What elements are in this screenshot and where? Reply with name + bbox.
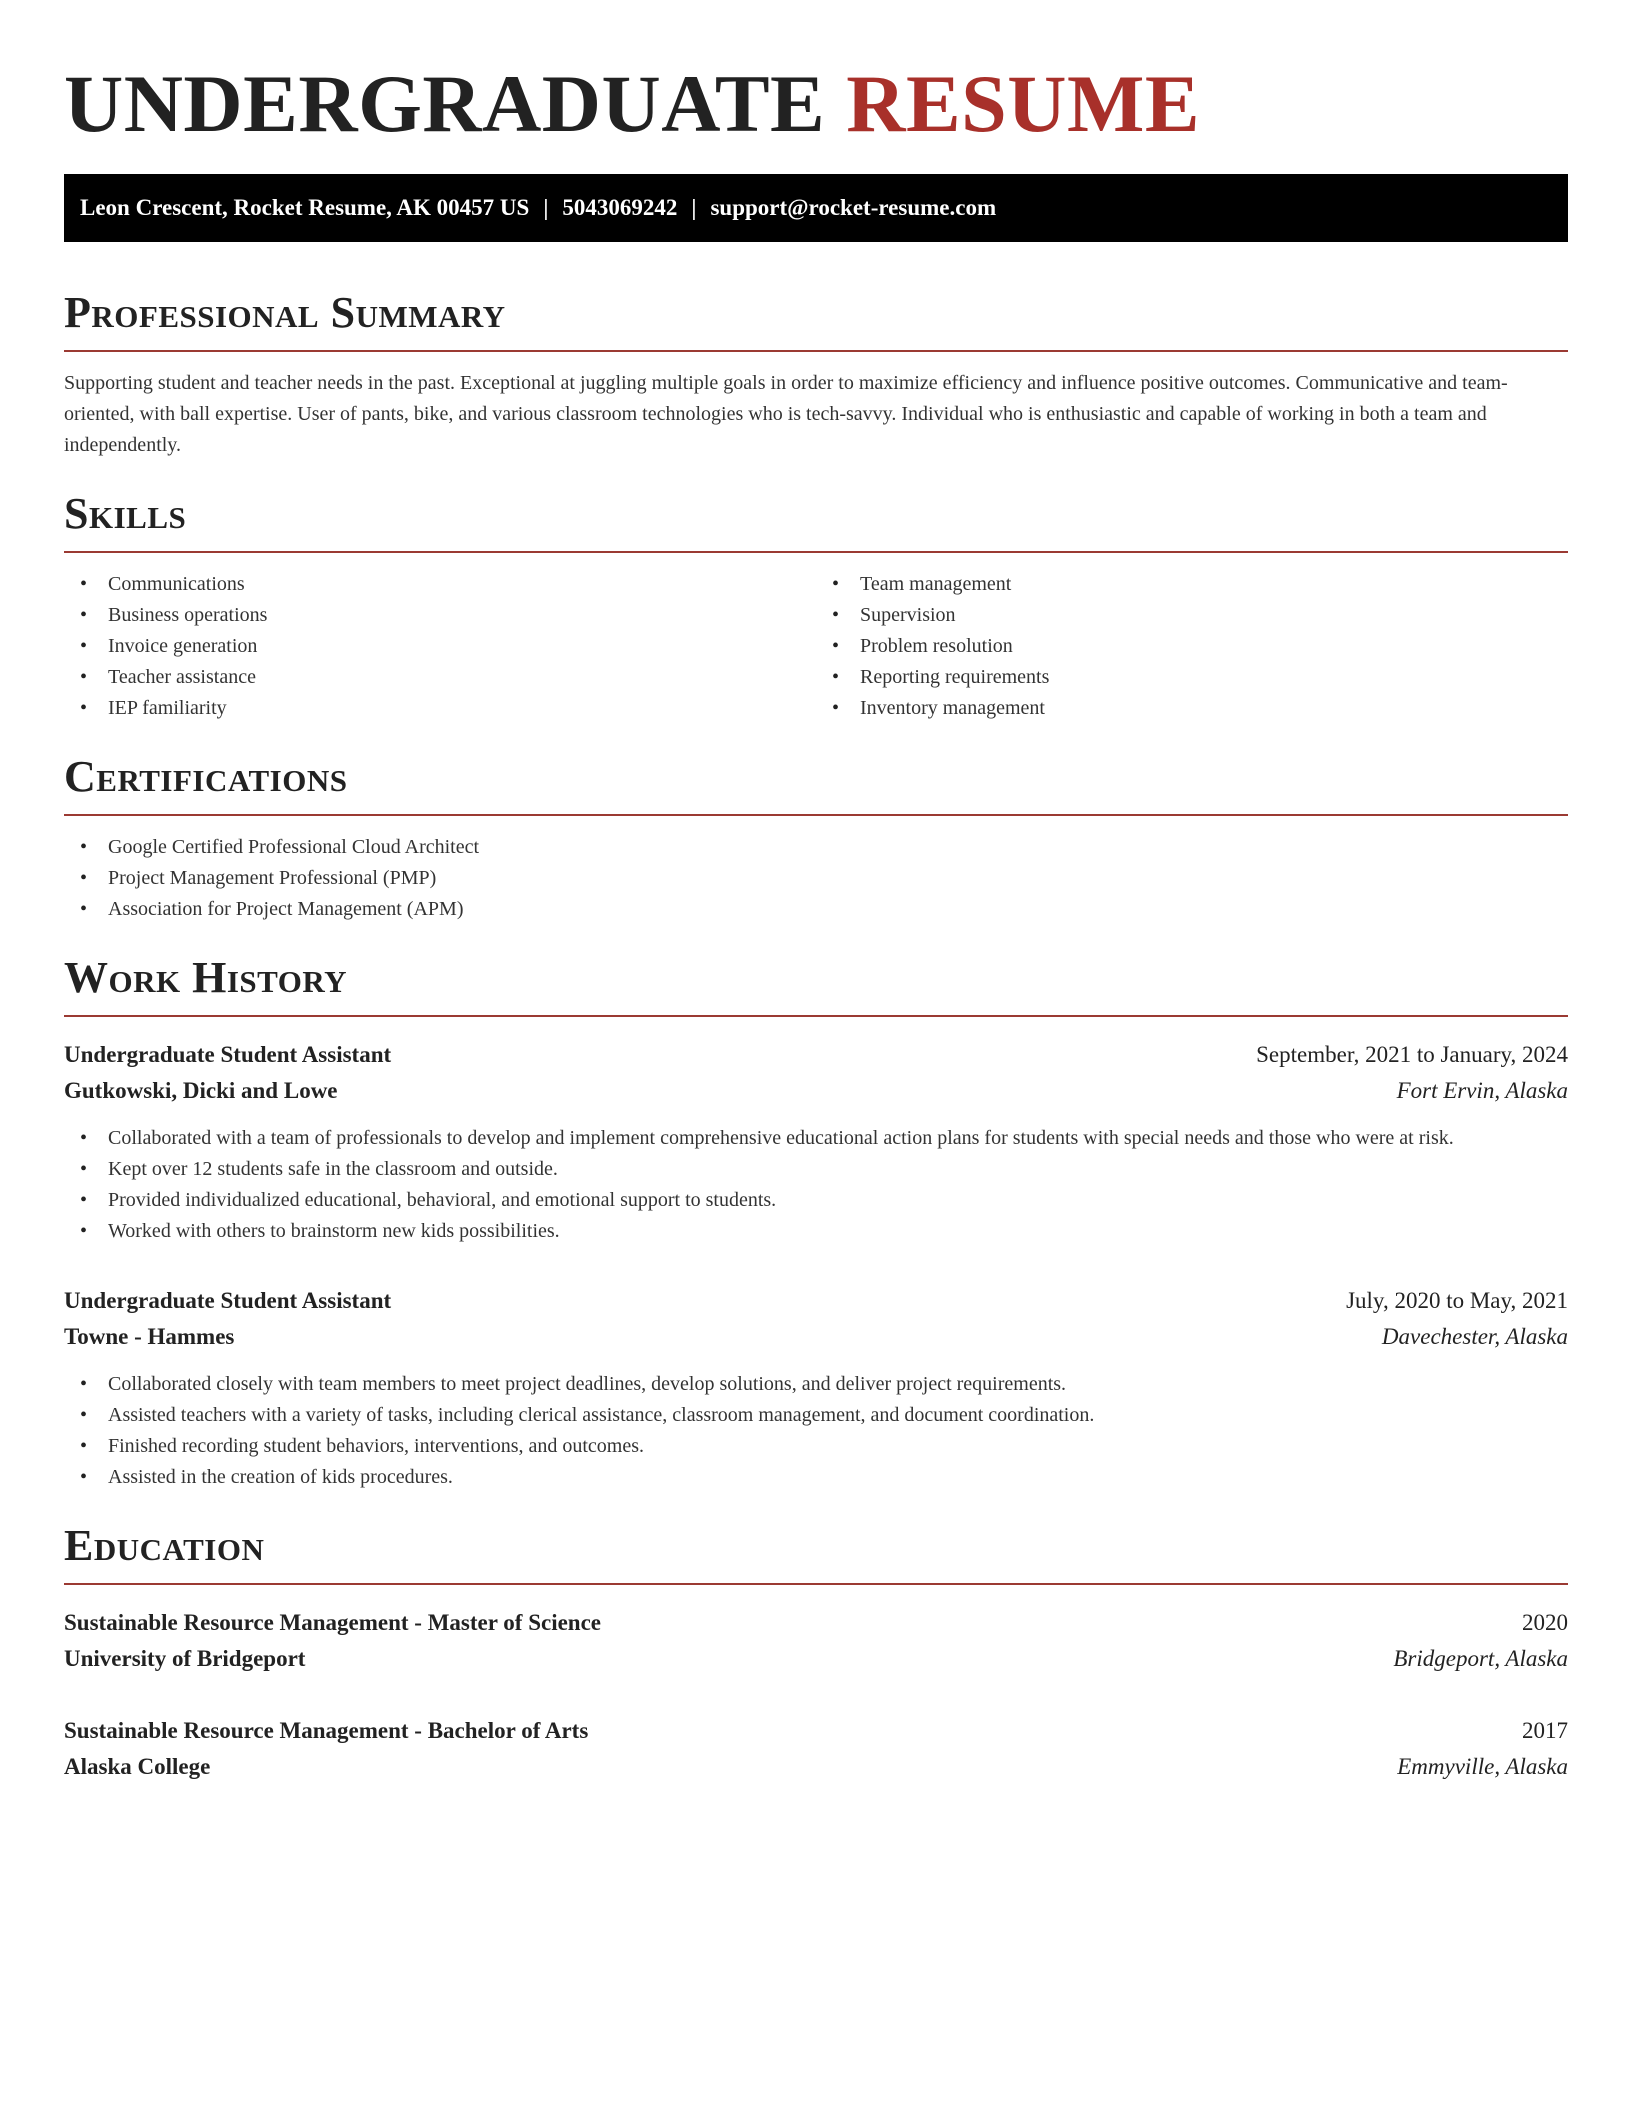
section-heading: Work History (64, 953, 348, 1002)
education-year: 2017 (1522, 1718, 1568, 1743)
education-entry (64, 1605, 1568, 1677)
section-heading: Certifications (64, 752, 348, 801)
certification-item: • Google Certified Professional Cloud Architect (64, 832, 1568, 863)
skill-item: • Supervision (816, 600, 1568, 631)
certification-item: • Project Management Professional (PMP) (64, 863, 1568, 894)
education-entry (64, 1713, 1568, 1785)
contact-separator: | (691, 195, 697, 220)
job-title: Undergraduate Student Assistant (64, 1288, 392, 1313)
job-bullet: • Kept over 12 students safe in the classroom and outside. (64, 1154, 1568, 1185)
job-company: Gutkowski, Dicki and Lowe (64, 1078, 338, 1103)
job-entry (64, 1283, 1568, 1493)
skill-item: • Invoice generation (64, 631, 816, 662)
skill-item: • IEP familiarity (64, 693, 816, 724)
job-header-row (64, 1037, 1568, 1073)
job-title: Undergraduate Student Assistant (64, 1042, 392, 1067)
section-heading: Professional Summary (64, 288, 506, 337)
skills-list-right (816, 569, 1568, 724)
certification-item: • Association for Project Management (APM) (64, 894, 1568, 925)
title-main: UNDERGRADUATE (64, 58, 826, 149)
education-section (64, 1521, 1568, 1785)
education-year: 2020 (1522, 1610, 1568, 1635)
summary-text: Supporting student and teacher needs in the past. Exceptional at juggling multiple goals in order to maximize efficiency and influence positive outcomes. Communicative and team-oriented, with ball expertise. User of pants, bike, and various classroom technologies who is tech-savvy. Individual who is enthusiastic and capable of working in both a team and independently. (64, 372, 1508, 456)
section-heading: Education (64, 1521, 265, 1570)
education-school: Alaska College (64, 1754, 211, 1779)
contact-email: support@rocket-resume.com (710, 195, 997, 220)
work-history-section (64, 953, 1568, 1493)
job-bullets (64, 1369, 1568, 1493)
job-bullet: • Worked with others to brainstorm new kids possibilities. (64, 1216, 1568, 1247)
job-dates: September, 2021 to January, 2024 (1256, 1042, 1568, 1067)
certifications-section (64, 752, 1568, 925)
contact-separator: | (543, 195, 549, 220)
skill-item: • Teacher assistance (64, 662, 816, 693)
job-bullet: • Provided individualized educational, behavioral, and emotional support to students. (64, 1185, 1568, 1216)
job-bullet: • Assisted teachers with a variety of tasks, including clerical assistance, classroom management, and document coordination. (64, 1400, 1568, 1431)
skill-item: • Inventory management (816, 693, 1568, 724)
skill-item: • Problem resolution (816, 631, 1568, 662)
contact-phone: 5043069242 (562, 195, 678, 220)
certifications-list (64, 832, 1568, 925)
job-bullet: • Collaborated closely with team members to meet project deadlines, develop solutions, and deliver project requirements. (64, 1369, 1568, 1400)
section-divider (64, 814, 1568, 816)
section-divider (64, 350, 1568, 352)
contact-bar (64, 174, 1568, 242)
skills-list-left (64, 569, 816, 724)
section-divider (64, 551, 1568, 553)
education-degree: Sustainable Resource Management - Master of Science (64, 1610, 602, 1635)
section-divider (64, 1583, 1568, 1585)
job-header-row (64, 1283, 1568, 1319)
job-entry (64, 1037, 1568, 1247)
job-location: Davechester, Alaska (1381, 1324, 1568, 1349)
job-location: Fort Ervin, Alaska (1396, 1078, 1568, 1103)
document-title (64, 54, 1568, 154)
skill-item: • Reporting requirements (816, 662, 1568, 693)
section-heading: Skills (64, 489, 187, 538)
education-header-row (64, 1605, 1568, 1641)
job-bullet: • Collaborated with a team of professionals to develop and implement comprehensive educational action plans for students with special needs and those who were at risk. (64, 1123, 1568, 1154)
contact-address: Leon Crescent, Rocket Resume, AK 00457 US (80, 195, 530, 220)
skills-section (64, 489, 1568, 724)
education-location: Bridgeport, Alaska (1393, 1646, 1568, 1671)
skill-item: • Business operations (64, 600, 816, 631)
education-school: University of Bridgeport (64, 1646, 306, 1671)
summary-section (64, 288, 1568, 461)
job-bullets (64, 1123, 1568, 1247)
education-location: Emmyville, Alaska (1397, 1754, 1568, 1779)
job-company: Towne - Hammes (64, 1324, 235, 1349)
education-header-row (64, 1713, 1568, 1749)
job-company-row (64, 1073, 1568, 1109)
job-company-row (64, 1319, 1568, 1355)
job-bullet: • Assisted in the creation of kids procedures. (64, 1462, 1568, 1493)
title-accent: RESUME (846, 58, 1201, 149)
education-degree: Sustainable Resource Management - Bachelor of Arts (64, 1718, 589, 1743)
job-bullet: • Finished recording student behaviors, interventions, and outcomes. (64, 1431, 1568, 1462)
education-school-row (64, 1641, 1568, 1677)
education-school-row (64, 1749, 1568, 1785)
section-divider (64, 1015, 1568, 1017)
skill-item: • Team management (816, 569, 1568, 600)
job-dates: July, 2020 to May, 2021 (1346, 1288, 1568, 1313)
skills-grid (64, 569, 1568, 724)
skill-item: • Communications (64, 569, 816, 600)
